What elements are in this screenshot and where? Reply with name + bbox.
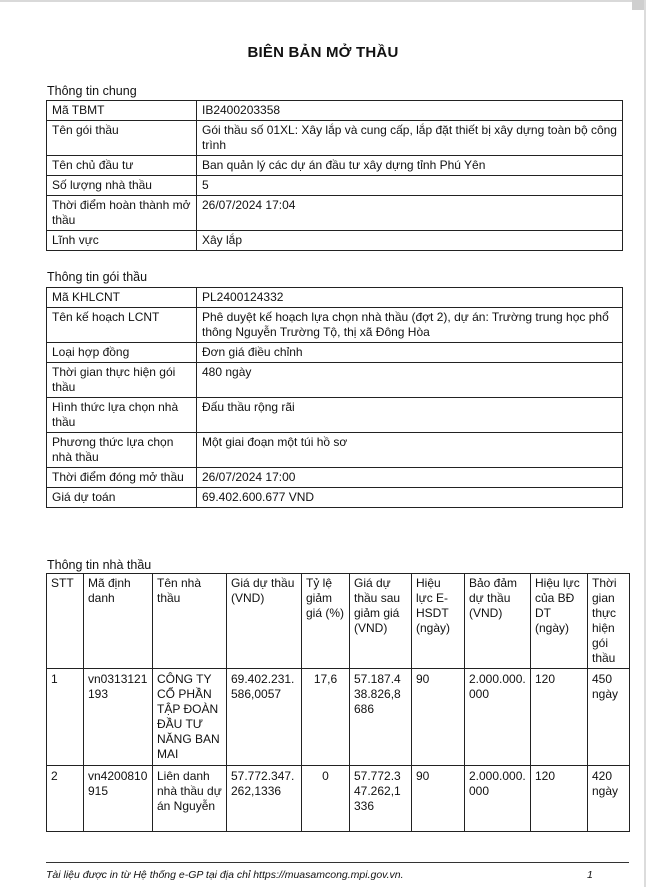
table-header-row (47, 574, 630, 669)
row-key: Thời điểm đóng mở thầu (47, 468, 197, 488)
row-value: Xây lắp (197, 231, 623, 251)
cell-validity: 90 (412, 669, 465, 766)
cell-validity: 90 (412, 766, 465, 832)
row-key: Thời điểm hoàn thành mở thầu (47, 196, 197, 231)
footer-divider (46, 862, 629, 863)
table-row (47, 101, 623, 121)
row-key: Tên gói thầu (47, 121, 197, 156)
cell-name: CÔNG TY CỔ PHẦN TẬP ĐOÀN ĐẦU TƯ NĂNG BAN MAI (153, 669, 227, 766)
table-row (47, 433, 623, 468)
table-row (47, 308, 623, 343)
row-key: Loại hợp đồng (47, 343, 197, 363)
row-key: Mã KHLCNT (47, 288, 197, 308)
cell-bid-price: 57.772.347.262,1336 (227, 766, 302, 832)
header-duration: Thời gian thực hiện gói thầu (588, 574, 630, 669)
cell-bid-price: 69.402.231.586,0057 (227, 669, 302, 766)
row-value: 480 ngày (197, 363, 623, 398)
row-value: Một giai đoạn một túi hồ sơ (197, 433, 623, 468)
table-row (47, 121, 623, 156)
row-key: Tên chủ đầu tư (47, 156, 197, 176)
row-key: Giá dự toán (47, 488, 197, 508)
cell-price-after-discount: 57.772.347.262,1336 (350, 766, 412, 832)
table-row (47, 669, 630, 766)
row-value: 69.402.600.677 VND (197, 488, 623, 508)
cell-security-validity: 120 (531, 766, 588, 832)
cell-discount: 0 (302, 766, 350, 832)
document-title: BIÊN BẢN MỞ THẦU (247, 44, 399, 61)
table-row (47, 196, 623, 231)
contractor-table (46, 573, 630, 832)
cell-duration: 450 ngày (588, 669, 630, 766)
table-row (47, 343, 623, 363)
table-row (47, 468, 623, 488)
row-key: Số lượng nhà thầu (47, 176, 197, 196)
row-key: Hình thức lựa chọn nhà thầu (47, 398, 197, 433)
cell-stt: 1 (47, 669, 84, 766)
row-value: Gói thầu số 01XL: Xây lắp và cung cấp, lắp đặt thiết bị xây dựng toàn bộ công trình (197, 121, 623, 156)
row-value: Ban quản lý các dự án đầu tư xây dựng tỉnh Phú Yên (197, 156, 623, 176)
table-row (47, 766, 630, 832)
row-value: IB2400203358 (197, 101, 623, 121)
header-bid-security: Bảo đảm dự thầu (VND) (465, 574, 531, 669)
header-id: Mã định danh (84, 574, 153, 669)
row-value: PL2400124332 (197, 288, 623, 308)
table-row (47, 288, 623, 308)
header-validity: Hiệu lực E-HSDT (ngày) (412, 574, 465, 669)
header-price-after-discount: Giá dự thầu sau giảm giá (VND) (350, 574, 412, 669)
header-bid-price: Giá dự thầu (VND) (227, 574, 302, 669)
cell-id: vn0313121193 (84, 669, 153, 766)
cell-bid-security: 2.000.000.000 (465, 766, 531, 832)
page-top-edge (0, 0, 646, 2)
cell-price-after-discount: 57.187.438.826,8686 (350, 669, 412, 766)
cell-security-validity: 120 (531, 669, 588, 766)
package-info-label: Thông tin gói thầu (47, 270, 148, 284)
row-value: Đơn giá điều chỉnh (197, 343, 623, 363)
table-row (47, 156, 623, 176)
cell-id: vn4200810915 (84, 766, 153, 832)
row-value: Phê duyệt kế hoạch lựa chọn nhà thầu (đợt 2), dự án: Trường trung học phổ thông Nguyễn Trường Tộ, thị xã Đông Hòa (197, 308, 623, 343)
row-value: Đấu thầu rộng rãi (197, 398, 623, 433)
header-name: Tên nhà thầu (153, 574, 227, 669)
cell-name: Liên danh nhà thầu dự án Nguyễn (153, 766, 227, 832)
cell-bid-security: 2.000.000.000 (465, 669, 531, 766)
cell-stt: 2 (47, 766, 84, 832)
table-row (47, 363, 623, 398)
row-key: Thời gian thực hiện gói thầu (47, 363, 197, 398)
table-row (47, 398, 623, 433)
general-info-label: Thông tin chung (47, 84, 137, 98)
general-info-table (46, 100, 623, 251)
row-value: 5 (197, 176, 623, 196)
row-value: 26/07/2024 17:04 (197, 196, 623, 231)
table-row (47, 488, 623, 508)
cell-duration: 420 ngày (588, 766, 630, 832)
table-row (47, 176, 623, 196)
row-value: 26/07/2024 17:00 (197, 468, 623, 488)
row-key: Phương thức lựa chọn nhà thầu (47, 433, 197, 468)
header-discount: Tỷ lệ giảm giá (%) (302, 574, 350, 669)
table-row (47, 231, 623, 251)
contractor-info-label: Thông tin nhà thầu (47, 558, 152, 572)
header-stt: STT (47, 574, 84, 669)
row-key: Mã TBMT (47, 101, 197, 121)
package-info-table (46, 287, 623, 508)
row-key: Tên kế hoạch LCNT (47, 308, 197, 343)
cell-discount: 17,6 (302, 669, 350, 766)
page-number: 1 (587, 869, 593, 881)
row-key: Lĩnh vực (47, 231, 197, 251)
header-security-validity: Hiệu lực của BĐ DT (ngày) (531, 574, 588, 669)
footer-text: Tài liệu được in từ Hệ thống e-GP tại địa chỉ https://muasamcong.mpi.gov.vn. (46, 869, 404, 881)
